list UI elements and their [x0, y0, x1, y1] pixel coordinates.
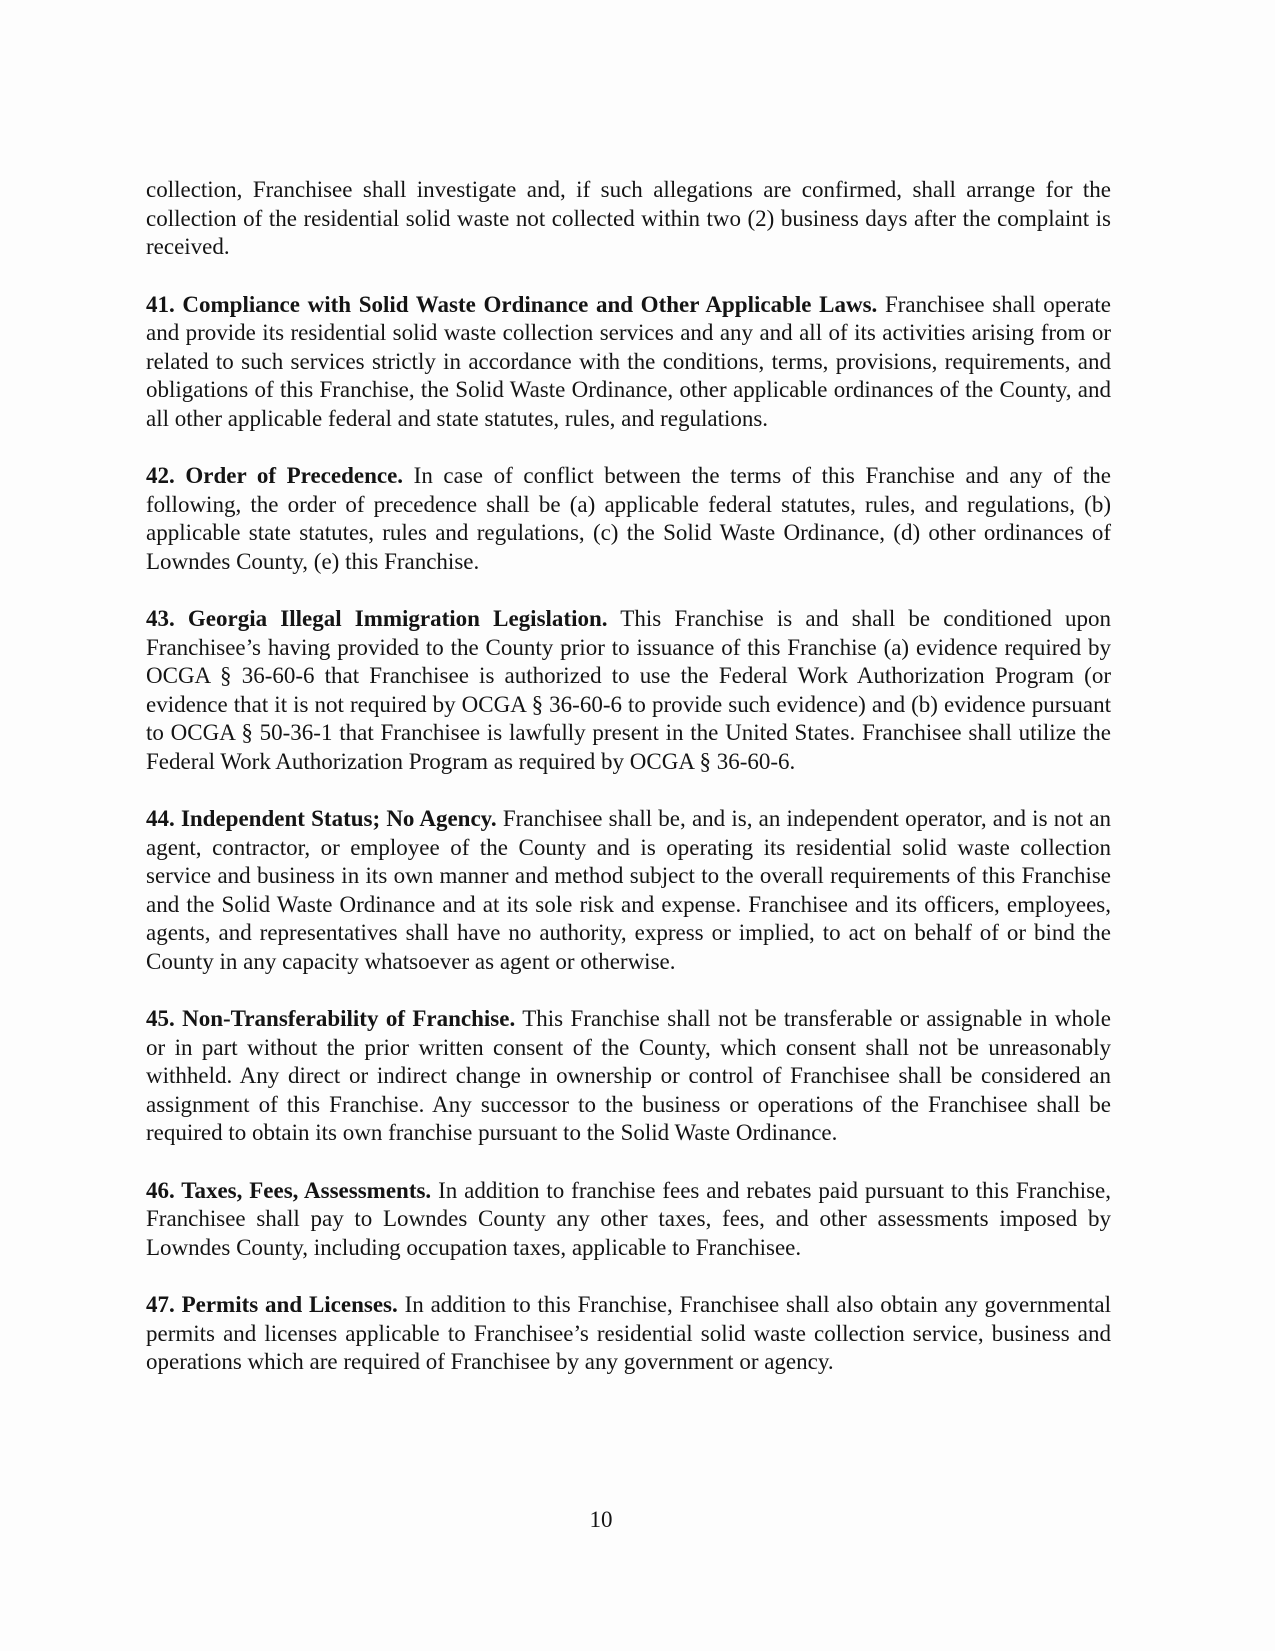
section-46-paragraph — [146, 1177, 1111, 1263]
section-45-heading: 45. Non-Transferability of Franchise. — [146, 1006, 516, 1031]
section-41-body: Franchisee shall operate and provide its residential solid waste collection services and any and all of its activities arising from or related to such services strictly in accordance with the conditions, terms, provisions, requirements, and obligations of this Franchise, the Solid Waste Ordinance, other applicable ordinances of the County, and all other applicable federal and state statutes, rules, and regulations. — [146, 291, 1111, 431]
continuation-paragraph — [146, 176, 1111, 262]
section-46-heading: 46. Taxes, Fees, Assessments. — [146, 1177, 432, 1203]
section-44-heading: 44. Independent Status; No Agency. — [146, 806, 497, 831]
section-44-paragraph — [146, 805, 1111, 976]
continuation-paragraph-text: collection, Franchisee shall investigate and, if such allegations are confirmed, shall arrange for the collection of the residential solid waste not collected within two (2) business days after the complaint is received. — [146, 177, 1111, 259]
section-45-body: This Franchise shall not be transferable or assignable in whole or in part without the prior written consent of the County, which consent shall not be unreasonably withheld. Any direct or indirect change in ownership or control of Franchisee shall be considered an assignment of this Franchise. Any successor to the business or operations of the Franchisee shall be required to obtain its own franchise pursuant to the Solid Waste Ordinance. — [146, 1006, 1111, 1145]
section-42-heading: 42. Order of Precedence. — [146, 463, 404, 488]
section-44-body: Franchisee shall be, and is, an independent operator, and is not an agent, contractor, or employee of the County and is operating its residential solid waste collection service and business in its own manner and method subject to the overall requirements of this Franchise and the Solid Waste Ordinance and at its sole risk and expense. Franchisee and its officers, employees, agents, and representatives shall have no authority, express or implied, to act on behalf of or bind the County in any capacity whatsoever as agent or otherwise. — [146, 806, 1112, 974]
section-41-paragraph — [146, 291, 1111, 434]
section-47-paragraph — [146, 1291, 1111, 1377]
section-43-paragraph — [146, 605, 1111, 776]
section-47-heading: 47. Permits and Licenses. — [146, 1292, 398, 1317]
section-41-heading: 41. Compliance with Solid Waste Ordinance and Other Applicable Laws. — [146, 291, 878, 317]
text-block — [146, 176, 1111, 1406]
section-43-heading: 43. Georgia Illegal Immigration Legislation. — [146, 606, 608, 631]
section-42-body: In case of conflict between the terms of this Franchise and any of the following, the order of precedence shall be (a) applicable federal statutes, rules, and regulations, (b) applicable state statutes, rules and regulations, (c) the Solid Waste Ordinance, (d) other ordinances of Lowndes County, (e) this Franchise. — [146, 463, 1111, 574]
page-number: 10 — [589, 1507, 613, 1532]
section-46-body: In addition to franchise fees and rebates paid pursuant to this Franchise, Franchisee shall pay to Lowndes County any other taxes, fees, and other assessments imposed by Lowndes County, including occupation taxes, applicable to Franchisee. — [146, 1177, 1112, 1260]
section-45-paragraph — [146, 1005, 1111, 1148]
section-43-body: This Franchise is and shall be conditioned upon Franchisee’s having provided to the County prior to issuance of this Franchise (a) evidence required by OCGA § 36-60-6 that Franchisee is authorized to use the Federal Work Authorization Program (or evidence that it is not required by OCGA § 36-60-6 to provide such evidence) and (b) evidence pursuant to OCGA § 50-36-1 that Franchisee is lawfully present in the United States. Franchisee shall utilize the Federal Work Authorization Program as required by OCGA § 36-60-6. — [146, 606, 1111, 774]
section-47-body: In addition to this Franchise, Franchisee shall also obtain any governmental permits and licenses applicable to Franchisee’s residential solid waste collection service, business and operations which are required of Franchisee by any government or agency. — [146, 1292, 1112, 1374]
section-42-paragraph — [146, 462, 1111, 576]
